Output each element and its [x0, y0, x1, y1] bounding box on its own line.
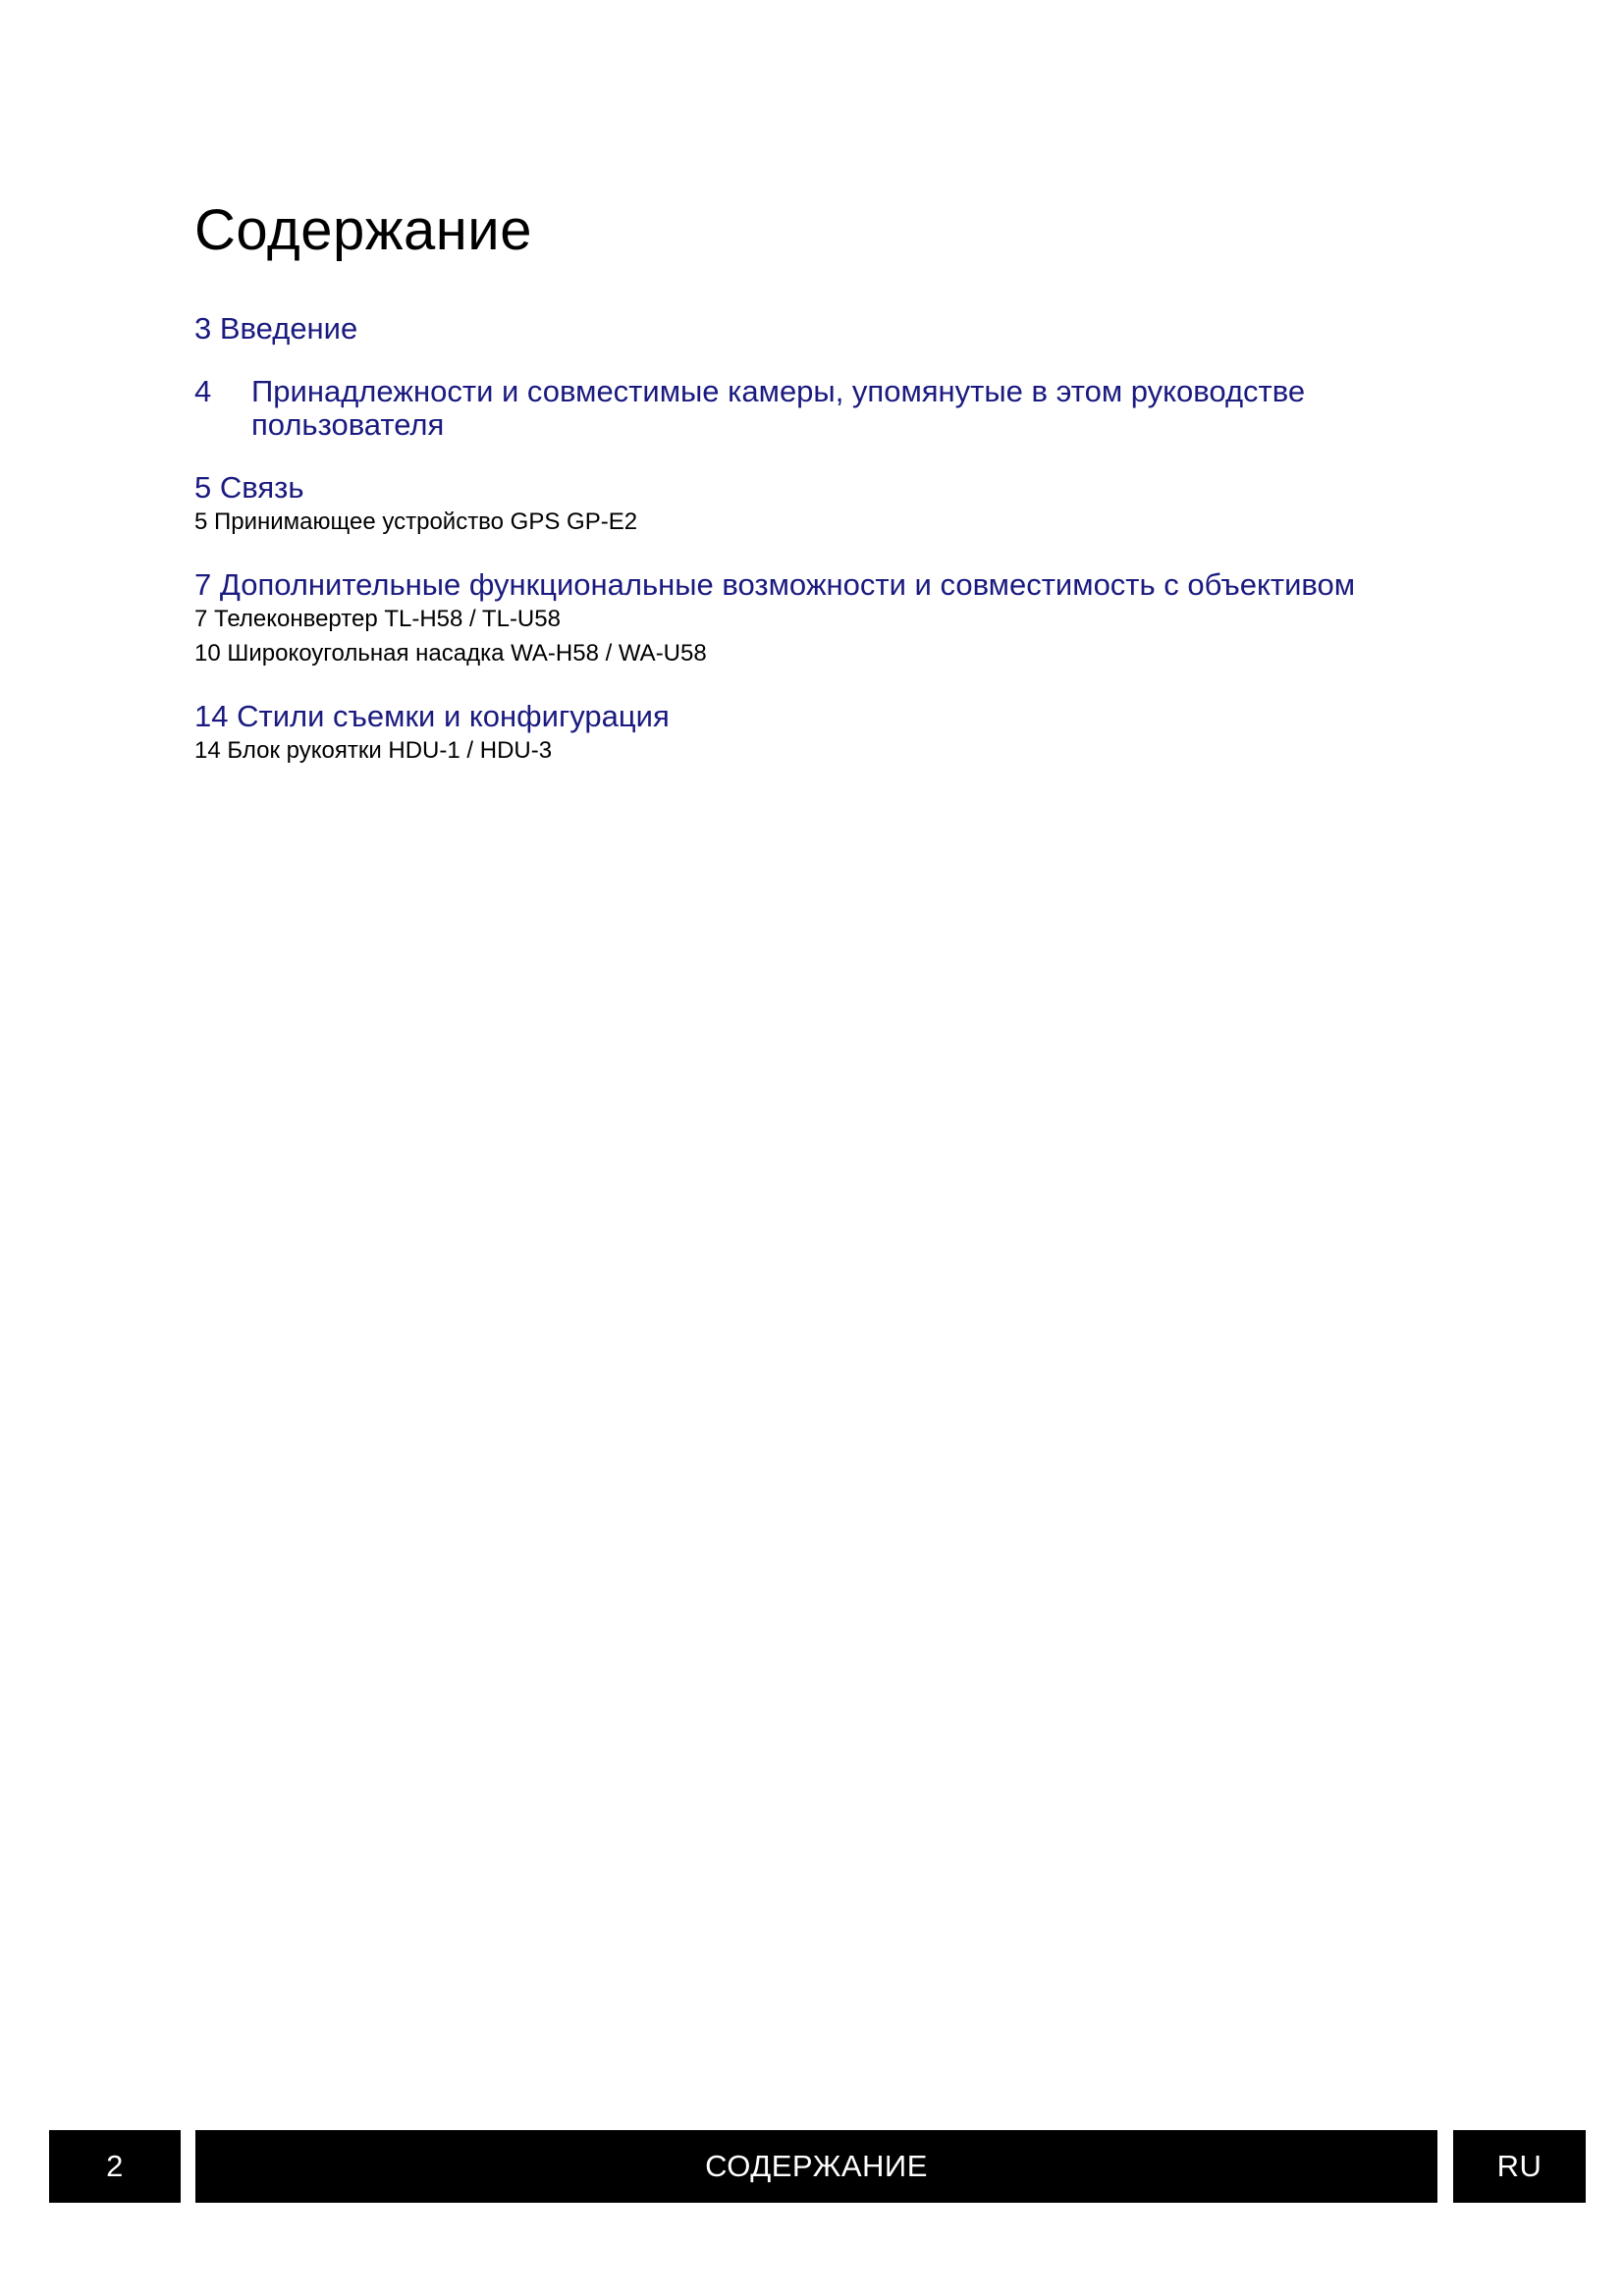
toc-section-number: 7	[194, 567, 212, 602]
toc-section-heading[interactable]	[194, 700, 1471, 733]
toc-section-shooting-styles[interactable]	[194, 700, 1471, 768]
toc-section-title: Связь	[219, 470, 304, 505]
table-of-contents	[194, 312, 1471, 768]
page-title: Содержание	[194, 198, 532, 262]
toc-section-title: Введение	[219, 311, 358, 346]
toc-subsection-item[interactable]: 5 Принимающее устройство GPS GP-E2	[194, 508, 638, 535]
toc-section-title: Дополнительные функциональные возможности и совместимость с объективом	[219, 567, 1356, 602]
footer-page-number: 2	[49, 2130, 181, 2203]
toc-section-number: 3	[194, 311, 212, 346]
toc-section-introduction[interactable]	[194, 312, 1471, 346]
toc-subsection-list	[194, 733, 1471, 768]
toc-section-heading[interactable]	[194, 312, 1471, 346]
toc-section-title: Стили съемки и конфигурация	[237, 699, 670, 733]
toc-subsection-item[interactable]: 7 Телеконвертер TL-H58 / TL-U58	[194, 606, 561, 632]
toc-subsection-list	[194, 505, 1471, 539]
toc-section-heading[interactable]	[194, 568, 1471, 602]
toc-subsection-item[interactable]: 14 Блок рукоятки HDU-1 / HDU-3	[194, 737, 553, 764]
toc-section-number: 5	[194, 470, 212, 505]
toc-section-number: 4	[194, 374, 212, 408]
toc-subsection-list	[194, 602, 1471, 670]
toc-section-title: Принадлежности и совместимые камеры, упомянутые в этом руководстве пользователя	[251, 374, 1306, 442]
toc-section-heading[interactable]	[194, 375, 1471, 442]
footer-language-tab: RU	[1453, 2130, 1586, 2203]
toc-section-communication[interactable]	[194, 471, 1471, 539]
toc-subsection-item[interactable]: 10 Широкоугольная насадка WA-H58 / WA-U58	[194, 640, 707, 667]
footer-section-title: СОДЕРЖАНИЕ	[195, 2130, 1437, 2203]
toc-section-lens-compatibility[interactable]	[194, 568, 1471, 670]
toc-section-accessories[interactable]	[194, 375, 1471, 442]
toc-section-number: 14	[194, 699, 229, 733]
toc-section-heading[interactable]	[194, 471, 1471, 505]
